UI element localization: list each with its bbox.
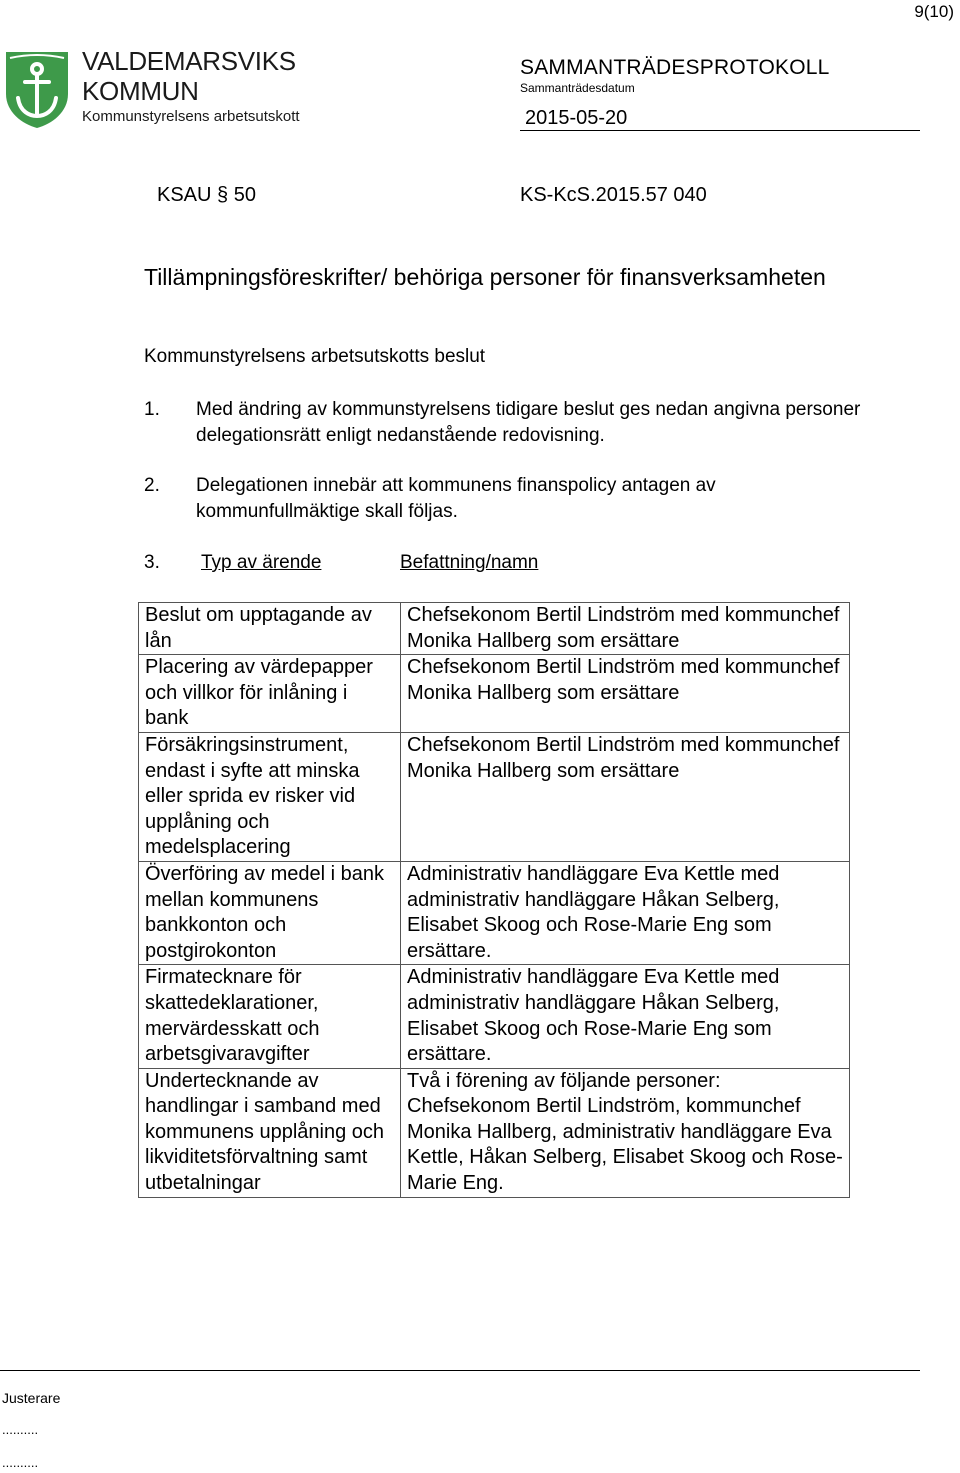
item-number: 1. — [144, 399, 160, 420]
case-reference: KS-KcS.2015.57 040 — [520, 184, 707, 206]
table-cell-person: Administrativ handläggare Eva Kettle med administrativ handläggare Håkan Selberg, Elisabet Skoog och Rose-Marie Eng som ersättare. — [401, 861, 850, 964]
table-cell-person: Chefsekonom Bertil Lindström med kommunchef Monika Hallberg som ersättare — [401, 732, 850, 861]
item-text: Med ändring av kommunstyrelsens tidigare beslut ges nedan angivna personer delegationsrätt enligt nedanstående redovisning. — [196, 399, 861, 446]
item-number: 3. — [144, 552, 160, 573]
section-title: Tillämpningsföreskrifter/ behöriga personer för finansverksamheten — [144, 264, 826, 290]
paragraph-reference: KSAU § 50 — [157, 184, 256, 206]
table-cell-type: Placering av värdepapper och villkor för inlåning i bank — [139, 655, 401, 733]
item-number: 2. — [144, 475, 160, 496]
adjuster-label: Justerare — [2, 1390, 61, 1406]
table-cell-type: Försäkringsinstrument, endast i syfte att minska eller sprida ev risker vid upplåning och medelsplacering — [139, 732, 401, 861]
table-cell-person: Chefsekonom Bertil Lindström med kommunchef Monika Hallberg som ersättare — [401, 655, 850, 733]
table-row — [139, 1068, 850, 1197]
org-name-line2: KOMMUN — [82, 76, 199, 106]
meeting-date: 2015-05-20 — [525, 107, 628, 129]
municipality-coat-of-arms-logo — [4, 50, 70, 130]
table-row — [139, 732, 850, 861]
table-row — [139, 965, 850, 1068]
column-heading-person: Befattning/namn — [400, 552, 539, 573]
item-text: Delegationen innebär att kommunens finanspolicy antagen av kommunfullmäktige skall följas. — [196, 475, 716, 522]
table-cell-type: Firmatecknare för skattedeklarationer, mervärdesskatt och arbetsgivaravgifter — [139, 965, 401, 1068]
signature-line: .......... — [2, 1455, 39, 1470]
decision-heading: Kommunstyrelsens arbetsutskotts beslut — [144, 346, 486, 367]
table-cell-type: Överföring av medel i bank mellan kommunens bankkonton och postgirokonton — [139, 861, 401, 964]
meeting-date-label: Sammanträdesdatum — [520, 81, 635, 95]
org-name — [82, 46, 296, 106]
table-cell-person: Två i förening av följande personer: Chefsekonom Bertil Lindström, kommunchef Monika Hallberg, administrativ handläggare Eva Kettle, Håkan Selberg, Elisabet Skoog och Rose-Marie Eng. — [401, 1068, 850, 1197]
footer-divider — [0, 1370, 920, 1371]
table-cell-person: Administrativ handläggare Eva Kettle med administrativ handläggare Håkan Selberg, Elisabet Skoog och Rose-Marie Eng som ersättare. — [401, 965, 850, 1068]
table-cell-person: Chefsekonom Bertil Lindström med kommunchef Monika Hallberg som ersättare — [401, 603, 850, 655]
table-row — [139, 603, 850, 655]
delegation-table — [138, 602, 850, 1198]
org-name-line1: VALDEMARSVIKS — [82, 46, 296, 76]
org-subunit: Kommunstyrelsens arbetsutskott — [82, 108, 300, 125]
header-divider — [520, 130, 920, 131]
table-row — [139, 861, 850, 964]
column-heading-type: Typ av ärende — [201, 552, 322, 573]
table-row — [139, 655, 850, 733]
document-type: SAMMANTRÄDESPROTOKOLL — [520, 56, 830, 79]
table-cell-type: Undertecknande av handlingar i samband med kommunens upplåning och likviditetsförvaltning samt utbetalningar — [139, 1068, 401, 1197]
signature-line: .......... — [2, 1422, 39, 1437]
table-cell-type: Beslut om upptagande av lån — [139, 603, 401, 655]
page-number: 9(10) — [914, 2, 954, 21]
